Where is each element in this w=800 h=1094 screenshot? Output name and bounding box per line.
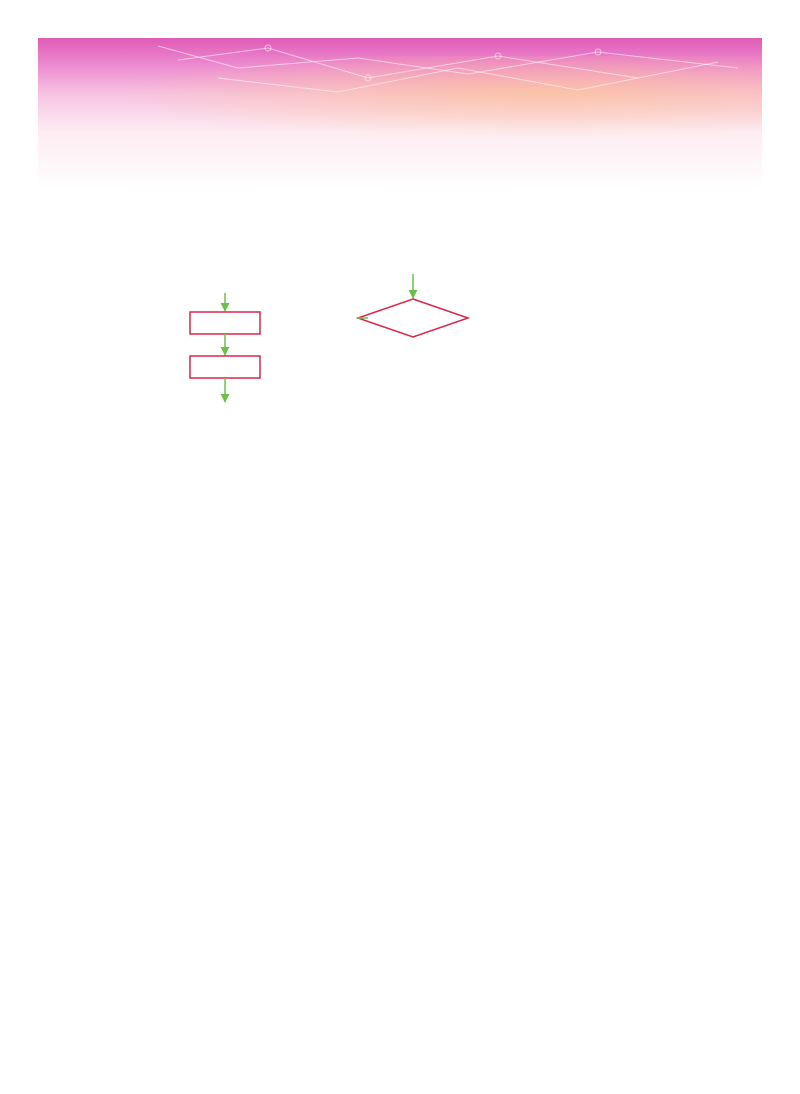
- selection-structure: [358, 274, 468, 337]
- seq-block-2: [190, 356, 260, 378]
- chapter-title: [64, 78, 76, 97]
- textbook-page: [38, 38, 762, 1056]
- header-decoration: [38, 38, 762, 158]
- sel-condition-diamond: [358, 299, 468, 337]
- seq-block-1: [190, 312, 260, 334]
- control-structures-figure: [178, 268, 638, 468]
- sequence-structure: [190, 293, 260, 402]
